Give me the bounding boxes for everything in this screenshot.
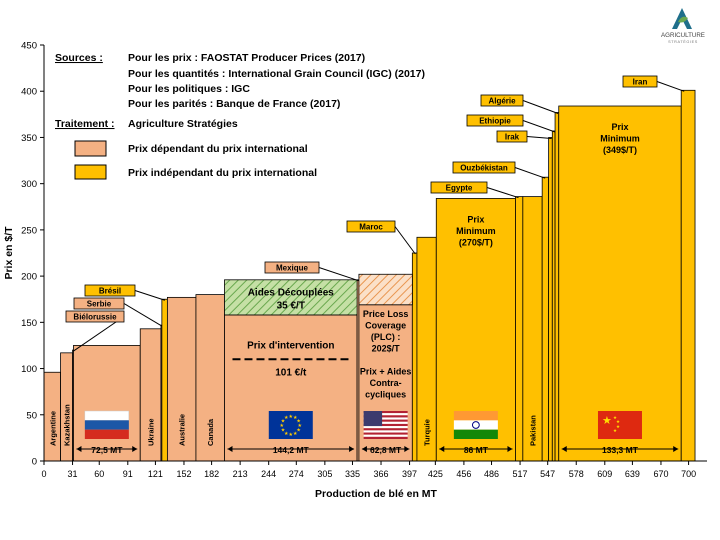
- bar-maroc: [412, 253, 417, 461]
- svg-text:★: ★: [602, 414, 612, 427]
- traitement-value: Agriculture Stratégies: [128, 118, 238, 130]
- callout-label-iran: Iran: [632, 77, 648, 87]
- bar-note-inde: Prix: [467, 214, 485, 225]
- bar-label-kazakhstan: Kazakhstan: [62, 404, 72, 446]
- x-tick-label: 182: [204, 469, 220, 479]
- callout-leader: [657, 82, 684, 92]
- quantity-label-inde: 86 MT: [463, 445, 488, 455]
- y-tick-label: 450: [21, 40, 37, 52]
- bar-note-chine: Prix: [611, 122, 629, 133]
- legend-label-independant: Prix indépendant du prix international: [128, 167, 318, 179]
- bar-note-usa: cycliques: [365, 389, 407, 400]
- overlay-label: Aides Découplées: [247, 287, 334, 299]
- bar-russie: [73, 345, 140, 461]
- callout-label-irak: Irak: [504, 132, 520, 142]
- y-tick-label: 50: [26, 410, 37, 422]
- bar-note-usa: Price Loss: [362, 308, 409, 319]
- x-tick-label: 486: [484, 469, 500, 479]
- bar-algerie: [555, 112, 559, 461]
- y-tick-label: 150: [21, 317, 37, 329]
- quantity-label-russie: 72,5 MT: [91, 445, 123, 455]
- india-flag-icon: [454, 411, 498, 439]
- bar-chine: [559, 106, 681, 461]
- source-line: Pour les parités : Banque de France (2017): [128, 98, 341, 110]
- eu-flag-icon: [269, 411, 313, 439]
- quantity-label-ue: 144,2 MT: [272, 445, 309, 455]
- overlay-usa: [359, 274, 412, 305]
- callout-leader: [487, 188, 518, 198]
- y-axis-title: Prix en $/T: [3, 226, 15, 280]
- x-tick-label: 639: [624, 469, 640, 479]
- legend: [75, 141, 317, 179]
- source-line: Pour les politiques : IGC: [128, 83, 250, 95]
- svg-text:★: ★: [284, 415, 289, 422]
- x-tick-label: 31: [67, 469, 78, 479]
- x-tick-label: 305: [317, 469, 333, 479]
- bar-label-turquie: Turquie: [422, 419, 432, 446]
- bar-note-usa: Contra-: [369, 377, 402, 388]
- svg-text:★: ★: [279, 423, 285, 429]
- svg-text:★: ★: [288, 414, 294, 420]
- bar-note-usa: 202$/T: [371, 343, 400, 354]
- x-tick-label: 547: [540, 469, 556, 479]
- overlay-value: 35 €/T: [276, 300, 305, 312]
- svg-text:★: ★: [612, 416, 618, 421]
- callout-leader: [523, 101, 558, 114]
- svg-text:★: ★: [296, 427, 301, 434]
- y-tick-label: 250: [21, 225, 37, 237]
- svg-text:★: ★: [284, 430, 289, 437]
- callout-leader: [124, 304, 162, 327]
- x-tick-label: 121: [147, 469, 163, 479]
- bar-note-usa: (PLC) :: [370, 331, 401, 342]
- x-tick-label: 397: [402, 469, 418, 479]
- callout-label-ethiopie: Ethiopie: [479, 116, 511, 126]
- sources-label: Sources :: [55, 52, 103, 64]
- svg-text:★: ★: [615, 425, 621, 430]
- bar-ouzbekistan: [542, 177, 548, 461]
- logo-line2: STRATÉGIES: [668, 40, 698, 44]
- bar-label-pakistan: Pakistan: [528, 415, 538, 446]
- bar-label-argentine: Argentine: [48, 410, 58, 446]
- y-tick-label: 350: [21, 132, 37, 144]
- callout-label-bresil: Brésil: [98, 286, 122, 296]
- usa-flag-icon: [364, 411, 408, 439]
- svg-text:★: ★: [293, 430, 298, 437]
- bar-note-chine: (349$/T): [602, 145, 637, 156]
- x-tick-label: 91: [122, 469, 133, 479]
- callout-label-maroc: Maroc: [359, 222, 383, 232]
- svg-text:★: ★: [293, 415, 298, 422]
- svg-text:★: ★: [296, 418, 301, 425]
- y-tick-label: 0: [31, 456, 37, 468]
- bar-label-canada: Canada: [206, 418, 216, 446]
- svg-text:★: ★: [288, 432, 294, 438]
- bar-note-inde: (270$/T): [458, 237, 493, 248]
- intervention-label: Prix d'intervention: [247, 340, 335, 352]
- x-tick-label: 670: [653, 469, 669, 479]
- quantity-label-usa: 62,8 MT: [370, 445, 402, 455]
- legend-swatch-independant: [75, 165, 106, 179]
- y-tick-label: 300: [21, 179, 37, 191]
- traitement-label: Traitement :: [55, 118, 115, 130]
- x-tick-label: 274: [288, 469, 304, 479]
- callout-leader: [515, 168, 545, 179]
- legend-label-dependant: Prix dépendant du prix international: [128, 143, 308, 155]
- x-tick-label: 60: [94, 469, 105, 479]
- x-tick-label: 456: [456, 469, 472, 479]
- x-tick-label: 244: [261, 469, 277, 479]
- callout-label-algerie: Algérie: [488, 96, 516, 106]
- svg-text:★: ★: [280, 427, 286, 434]
- bar-irak: [549, 137, 553, 461]
- svg-text:★: ★: [280, 418, 286, 425]
- callout-leader: [395, 227, 415, 255]
- source-line: Pour les prix : FAOSTAT Producer Prices (2017): [128, 52, 366, 64]
- callout-leader: [135, 291, 165, 301]
- intervention-value: 101 €/t: [275, 367, 307, 379]
- callout-label-bielorussie: Biélorussie: [73, 312, 117, 322]
- bar-note-inde: Minimum: [456, 225, 496, 236]
- sources-block: [55, 52, 425, 130]
- x-tick-label: 213: [232, 469, 248, 479]
- y-tick-label: 200: [21, 271, 37, 283]
- logo: [661, 8, 705, 44]
- russia-flag-icon: [85, 411, 129, 439]
- x-tick-label: 335: [344, 469, 360, 479]
- callout-label-ouzbekistan: Ouzbékistan: [460, 163, 508, 173]
- y-tick-label: 400: [21, 86, 37, 98]
- bar-ethiopie: [552, 131, 555, 461]
- bar-note-chine: Minimum: [600, 133, 640, 144]
- x-tick-label: 0: [41, 469, 47, 479]
- legend-swatch-dependant: [75, 141, 106, 156]
- bar-note-usa: Prix + Aides: [359, 366, 412, 377]
- bar-egypte: [515, 197, 522, 461]
- x-tick-label: 152: [176, 469, 192, 479]
- x-tick-label: 425: [427, 469, 443, 479]
- x-tick-label: 609: [597, 469, 613, 479]
- x-tick-label: 578: [568, 469, 584, 479]
- callout-leader: [523, 121, 555, 132]
- callout-label-egypte: Egypte: [445, 183, 473, 193]
- bar-label-ukraine: Ukraine: [146, 418, 156, 446]
- x-tick-label: 366: [373, 469, 389, 479]
- x-tick-label: 517: [512, 469, 528, 479]
- callout-label-serbie: Serbie: [86, 299, 112, 309]
- bar-label-australie: Australie: [177, 413, 187, 446]
- china-flag-icon: [598, 411, 642, 439]
- svg-text:★: ★: [612, 429, 618, 434]
- bar-iran: [681, 90, 695, 461]
- callout-leader: [319, 268, 359, 281]
- x-tick-label: 700: [681, 469, 697, 479]
- bar-ue: [224, 315, 357, 461]
- callout-label-mexique: Mexique: [275, 263, 309, 273]
- source-line: Pour les quantités : International Grain Council (IGC) (2017): [128, 68, 425, 80]
- bar-bresil: [162, 299, 168, 461]
- x-axis-title: Production de blé en MT: [315, 488, 437, 500]
- svg-text:★: ★: [297, 423, 303, 429]
- quantity-label-chine: 133,3 MT: [602, 445, 638, 455]
- callout-leader: [527, 137, 552, 139]
- svg-text:★: ★: [615, 420, 621, 425]
- y-tick-label: 100: [21, 364, 37, 376]
- bar-note-usa: Coverage: [365, 320, 407, 331]
- logo-line1: AGRICULTURE: [661, 32, 705, 39]
